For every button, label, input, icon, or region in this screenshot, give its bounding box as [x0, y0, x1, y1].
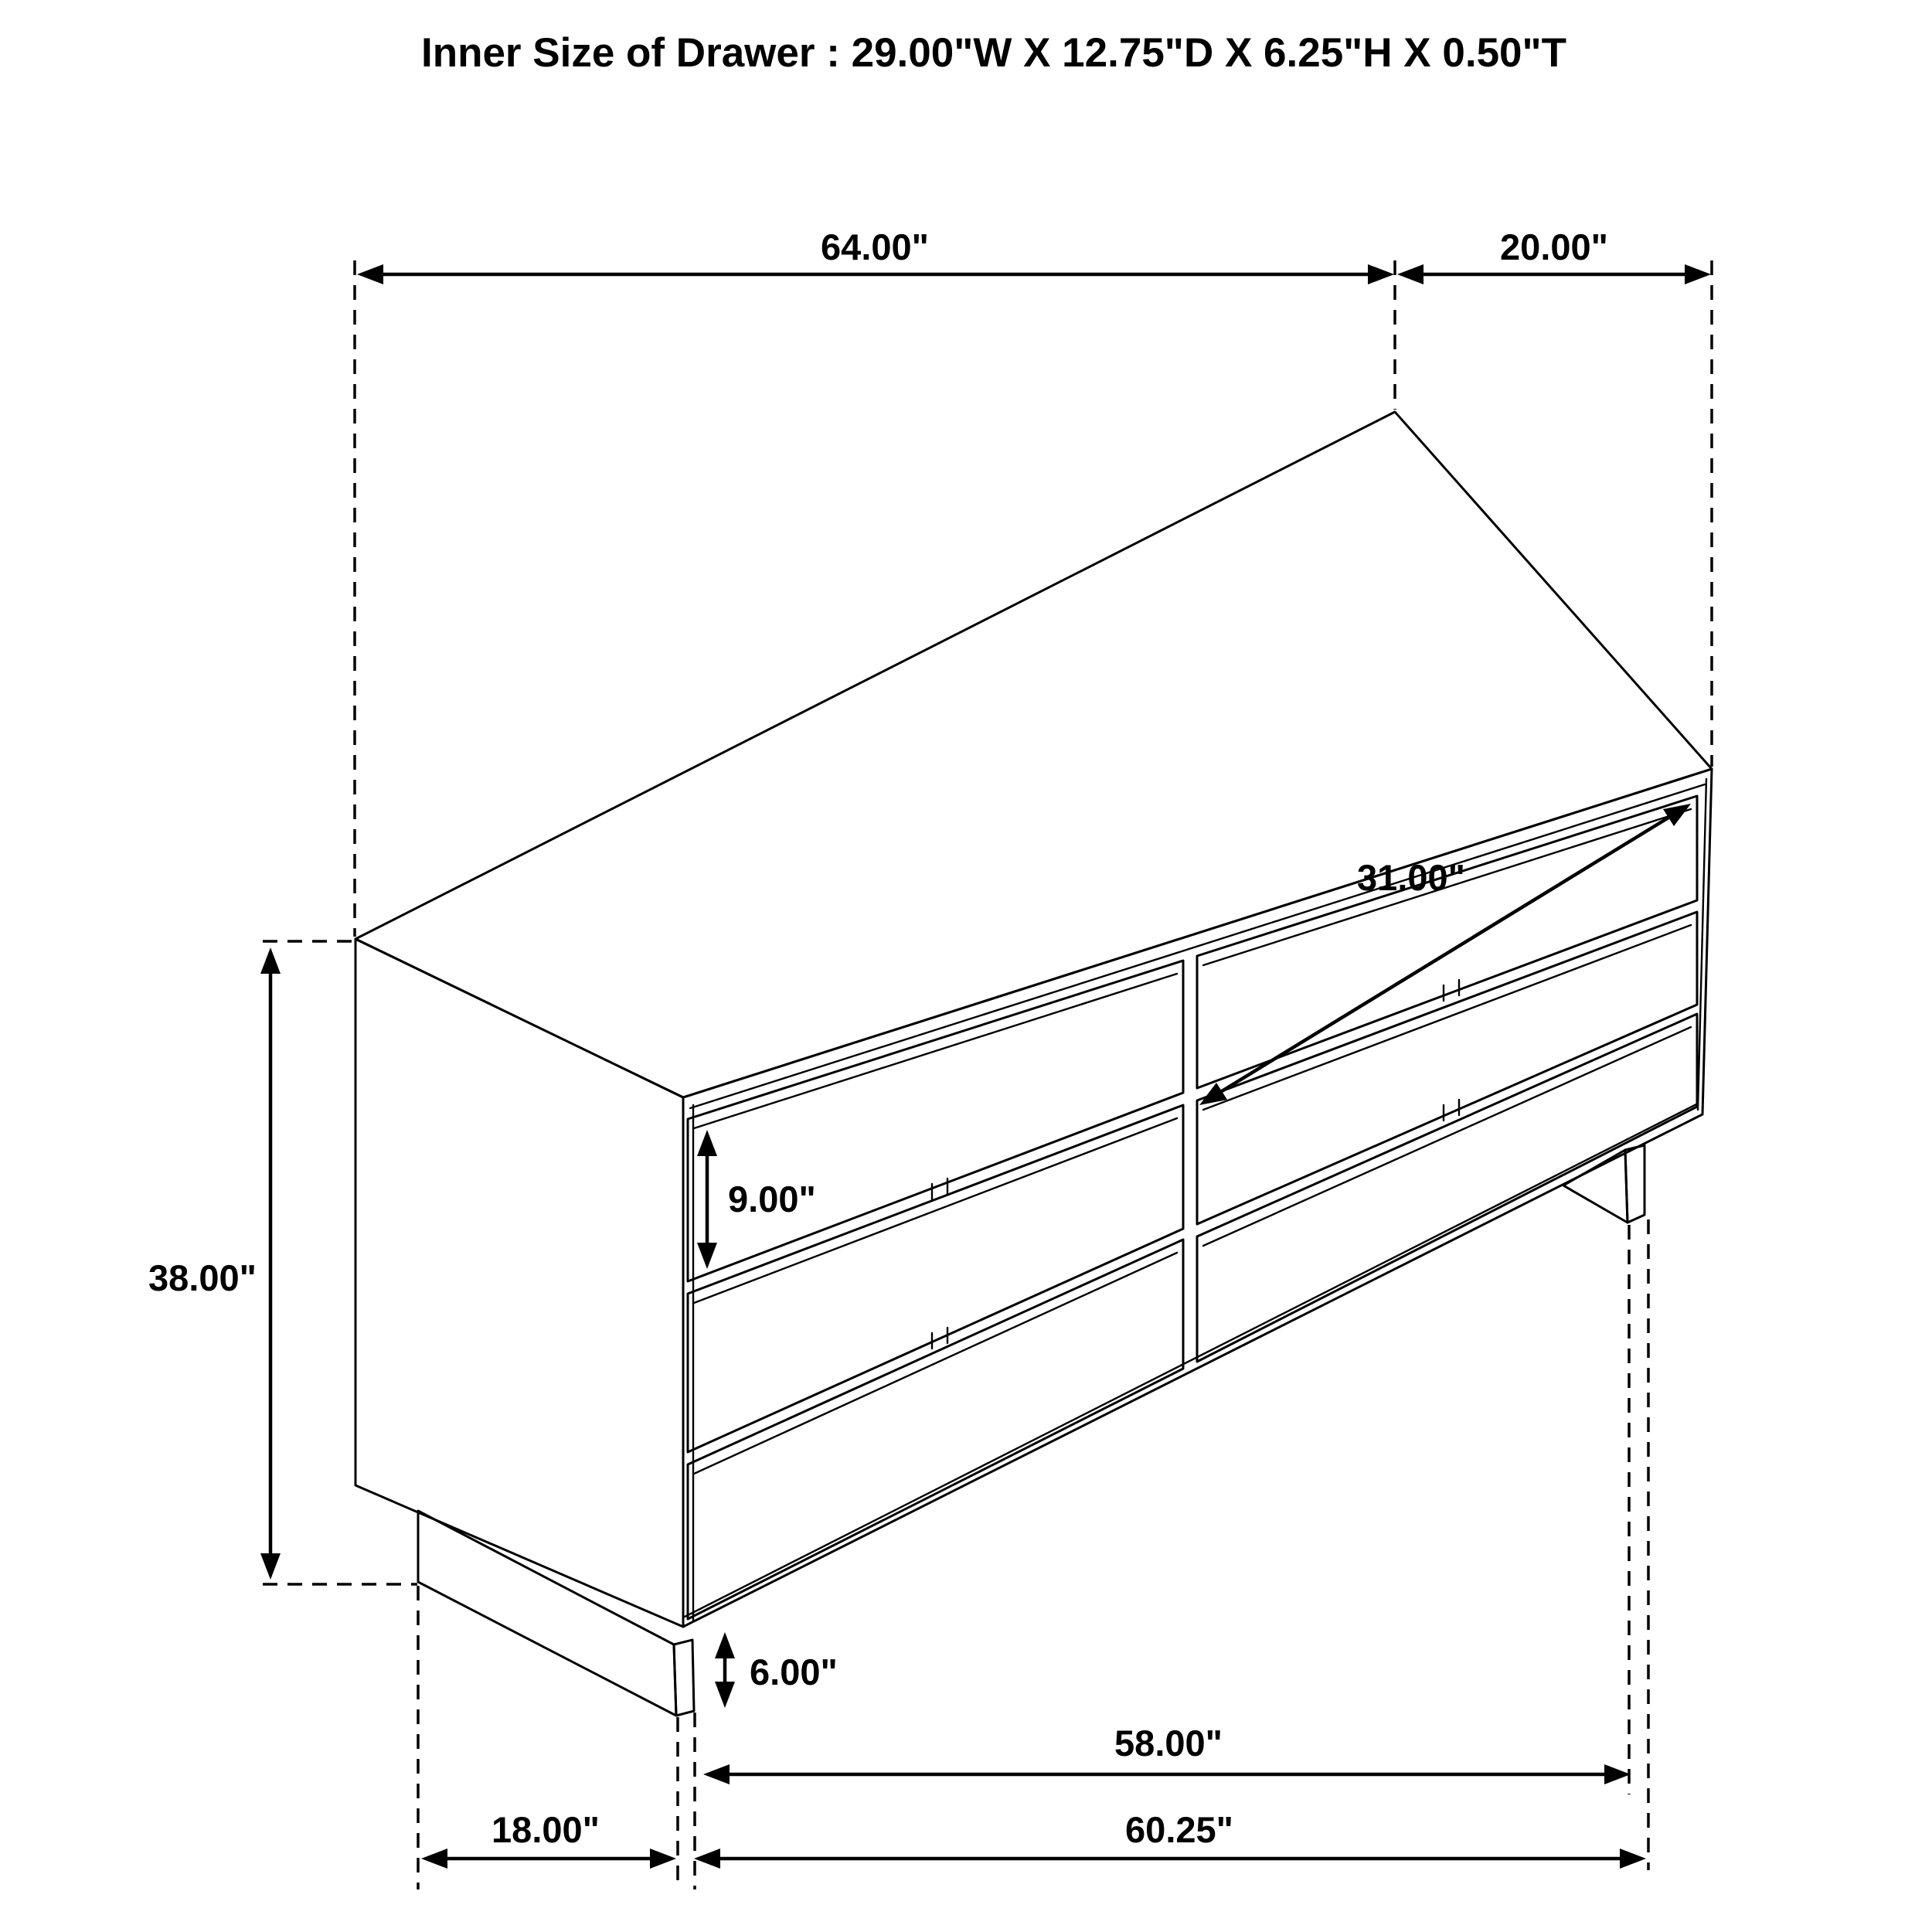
dresser-side-panel — [355, 939, 683, 1627]
dim-label-drawer-height: 9.00" — [728, 1179, 816, 1219]
rail-notch-ticks — [932, 980, 1459, 1349]
arrowhead — [1604, 1764, 1631, 1784]
arrowhead — [1397, 264, 1423, 284]
dim-label-drawer-width: 31.00" — [1357, 857, 1465, 898]
arrowhead — [703, 1764, 730, 1784]
right-leg-side — [1563, 1150, 1628, 1223]
dimension-labels — [148, 226, 1608, 1850]
dimension-lines — [260, 264, 1711, 1869]
arrowhead — [357, 264, 383, 284]
dim-label-base-left-inset: 18.00" — [492, 1809, 600, 1850]
left-leg-side-panel — [418, 1511, 676, 1716]
arrowhead — [694, 1849, 720, 1869]
arrowhead — [1368, 264, 1394, 284]
drawer-front-middle-left — [688, 1105, 1183, 1452]
dim-label-overall-height: 38.00" — [148, 1257, 257, 1298]
drawer-bottom-right-bevel-line — [1203, 1027, 1691, 1246]
drawer-front-bottom-left — [688, 1240, 1183, 1619]
drawer-top-left-bevel-line — [694, 974, 1177, 1128]
dim-label-base-height: 6.00" — [750, 1651, 838, 1692]
drawer-front-top-left — [688, 961, 1183, 1281]
bottom-thickness-line — [685, 1104, 1698, 1617]
dim-label-overall-width: 64.00" — [821, 226, 929, 267]
dresser-figure — [355, 412, 1712, 1716]
dim-label-overall-depth: 20.00" — [1500, 226, 1608, 267]
drawer-front-middle-right — [1197, 912, 1697, 1224]
diagram-title: Inner Size of Drawer : 29.00"W X 12.75"D X 6.25"H X 0.50"T — [420, 30, 1567, 76]
arrowhead — [715, 1682, 735, 1708]
arrowhead — [1663, 804, 1691, 826]
dim-label-inner-leg-span: 58.00" — [1114, 1723, 1223, 1764]
extension-lines — [263, 260, 1712, 1889]
arrowhead — [1620, 1849, 1646, 1869]
arrowhead — [697, 1243, 717, 1269]
drawer-bottom-left-bevel-line — [694, 1253, 1177, 1474]
arrowhead — [260, 1553, 281, 1580]
drawer-front-bottom-right — [1197, 1014, 1697, 1362]
arrowhead — [697, 1130, 717, 1156]
drawer-front-top-right — [1197, 796, 1697, 1088]
arrowhead — [1685, 264, 1711, 284]
left-leg-front — [674, 1640, 694, 1716]
arrowhead — [650, 1849, 676, 1869]
arrowhead — [260, 947, 281, 974]
arrowhead — [421, 1849, 447, 1869]
arrowhead — [715, 1632, 735, 1658]
dim-label-outer-leg-span: 60.25" — [1125, 1809, 1233, 1850]
